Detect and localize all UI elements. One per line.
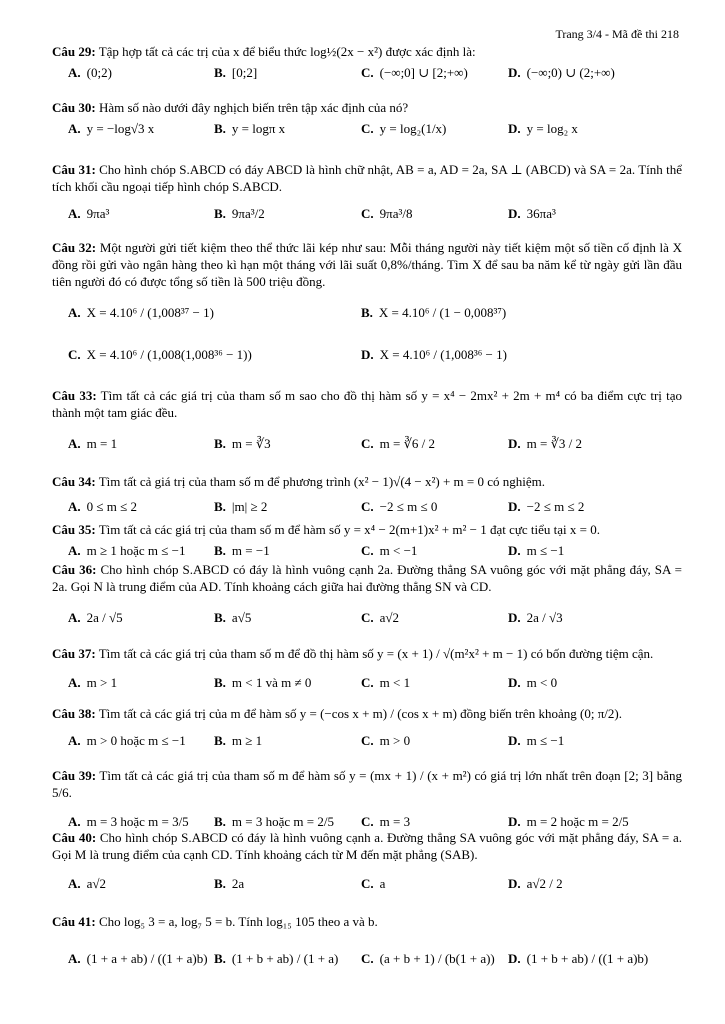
options [52,305,682,325]
option-a[interactable]: A. 0 ≤ m ≤ 2 [68,498,138,514]
question-label: Câu 38: [52,706,96,721]
question-text: Tìm tất cả giá trị của tham số m để phương trình (x² − 1)√(4 − x²) + m = 0 có nghiệm. [98,474,545,489]
options [52,543,682,563]
option-a[interactable]: A. m = 1 [68,435,118,451]
option-c[interactable]: C. a [361,875,386,891]
option-d[interactable]: D. a√2 / 2 [508,875,563,891]
option-d[interactable]: D. m < 0 [508,674,558,690]
options [52,347,682,367]
question-label: Câu 33: [52,388,97,403]
option-d[interactable]: D. (−∞;0) ∪ (2;+∞) [508,64,615,80]
option-a[interactable]: A. 2a / √5 [68,609,123,625]
question-41 [52,914,682,971]
question-35 [52,522,682,563]
question-text: Cho hình chóp S.ABCD có đáy là hình vuông cạnh a. Đường thẳng SA vuông góc với mặt phẳng đáy, SA = a. Gọi M là trung điểm của cạnh CD. Tính khoảng cách từ M đến mặt phẳng (SAB). [52,830,682,862]
question-40 [52,830,682,896]
question-label: Câu 31: [52,162,96,177]
option-a[interactable]: A. X = 4.10⁶ / (1,008³⁷ − 1) [68,304,214,320]
option-b[interactable]: B. |m| ≥ 2 [214,498,268,514]
option-c[interactable]: C. m < 1 [361,674,411,690]
option-b[interactable]: B. m ≥ 1 [214,732,263,748]
question-text: Tìm tất cả các giá trị của tham số m sao cho đồ thị hàm số y = x⁴ − 2mx² + 2m + m⁴ có ba điểm cực trị tạo thành một tam giác đều. [52,388,682,420]
question-39 [52,768,682,834]
page-header: Trang 3/4 - Mã đề thi 218 [555,27,679,41]
option-a[interactable]: A. (0;2) [68,64,112,80]
question-38 [52,706,682,753]
option-c[interactable]: C. (−∞;0] ∪ [2;+∞) [361,64,468,80]
option-b[interactable]: B. a√5 [214,609,252,625]
option-c[interactable]: C. (a + b + 1) / (b(1 + a)) [361,950,495,966]
option-d[interactable]: D. 2a / √3 [508,609,563,625]
option-d[interactable]: D. y = log₂ x [508,120,578,136]
option-b[interactable]: B. (1 + b + ab) / (1 + a) [214,950,339,966]
option-a[interactable]: A. y = −log√3 x [68,120,155,136]
question-text: Cho hình chóp S.ABCD có đáy ABCD là hình chữ nhật, AB = a, AD = 2a, SA ⊥ (ABCD) và SA = 2a. Tính thể tích khối cầu ngoại tiếp hình chóp S.ABCD. [52,162,682,194]
option-c[interactable]: C. a√2 [361,609,400,625]
question-label: Câu 41: [52,914,96,929]
question-37 [52,646,682,695]
options [52,499,682,519]
option-b[interactable]: B. m < 1 và m ≠ 0 [214,674,312,690]
option-c[interactable]: C. m < −1 [361,542,418,558]
option-c[interactable]: C. y = log₂(1/x) [361,120,447,136]
option-c[interactable]: C. 9πa³/8 [361,205,413,221]
question-text: Một người gửi tiết kiệm theo thể thức lãi kép như sau: Mỗi tháng người này tiết kiệm một số tiền cố định là X đồng rồi gửi vào ngân hàng theo kì hạn một tháng với lãi suất 0,8%/tháng. Tìm X để sau ba năm kể từ ngày gửi lần đầu tiên người đó có được tổng số tiền là 500 triệu đồng. [52,240,682,289]
options [52,206,682,226]
options [52,675,682,695]
options [52,610,682,630]
question-text: Cho hình chóp S.ABCD có đáy là hình vuông cạnh 2a. Đường thẳng SA vuông góc với mặt phẳng đáy, SA = 2a. Gọi N là trung điểm của AD. Tính khoảng cách giữa hai đường thẳng SN và CD. [52,562,683,594]
option-a[interactable]: A. (1 + a + ab) / ((1 + a)b) [68,950,208,966]
option-d[interactable]: D. m ≤ −1 [508,732,565,748]
question-text: Tìm tất cả các giá trị của m để hàm số y = (−cos x + m) / (cos x + m) đồng biến trên khoảng (0; π/2). [98,706,622,721]
question-label: Câu 35: [52,522,96,537]
options [52,436,682,456]
question-text: Tìm tất cả các giá trị của tham số m để hàm số y = x⁴ − 2(m+1)x² + m² − 1 đạt cực tiểu tại x = 0. [98,522,600,537]
options [52,65,682,85]
option-c[interactable]: C. m = ∛6 / 2 [361,435,435,451]
option-b[interactable]: B. 2a [214,875,245,891]
question-label: Câu 37: [52,646,96,661]
option-a[interactable]: A. 9πa³ [68,205,110,221]
question-30 [52,100,682,141]
question-29 [52,44,682,85]
option-d[interactable]: D. X = 4.10⁶ / (1,008³⁶ − 1) [361,346,507,362]
option-a[interactable]: A. m > 1 [68,674,118,690]
option-a[interactable]: A. m = 3 hoặc m = 3/5 [68,813,189,829]
question-text: Hàm số nào dưới đây nghịch biến trên tập xác định của nó? [98,100,409,115]
option-b[interactable]: B. m = 3 hoặc m = 2/5 [214,813,334,829]
option-b[interactable]: B. [0;2] [214,64,258,80]
question-label: Câu 29: [52,44,96,59]
option-c[interactable]: C. X = 4.10⁶ / (1,008(1,008³⁶ − 1)) [68,346,252,362]
option-d[interactable]: D. (1 + b + ab) / ((1 + a)b) [508,950,649,966]
question-text: Tìm tất cả các giá trị của tham số m để hàm số y = (mx + 1) / (x + m²) có giá trị lớn nhất trên đoạn [2; 3] bằng 5/6. [52,768,683,800]
option-c[interactable]: C. −2 ≤ m ≤ 0 [361,498,438,514]
option-d[interactable]: D. m ≤ −1 [508,542,565,558]
option-b[interactable]: B. m = −1 [214,542,270,558]
question-text: Cho log₅ 3 = a, log₇ 5 = b. Tính log₁₅ 105 theo a và b. [98,914,378,929]
question-32 [52,240,682,367]
question-36 [52,562,682,630]
option-a[interactable]: A. a√2 [68,875,107,891]
question-text: Tìm tất cả các giá trị của tham số m để đồ thị hàm số y = (x + 1) / √(m²x² + m − 1) có bốn đường tiệm cận. [98,646,654,661]
options [52,876,682,896]
option-b[interactable]: B. X = 4.10⁶ / (1 − 0,008³⁷) [361,304,507,320]
question-31 [52,162,682,226]
question-label: Câu 36: [52,562,97,577]
option-d[interactable]: D. m = 2 hoặc m = 2/5 [508,813,629,829]
option-b[interactable]: B. 9πa³/2 [214,205,265,221]
question-label: Câu 34: [52,474,96,489]
question-34 [52,474,682,519]
options [52,733,682,753]
options [52,121,682,141]
option-c[interactable]: C. m > 0 [361,732,411,748]
question-label: Câu 39: [52,768,97,783]
option-a[interactable]: A. m > 0 hoặc m ≤ −1 [68,732,186,748]
question-label: Câu 32: [52,240,97,255]
options [52,951,682,971]
option-d[interactable]: D. m = ∛3 / 2 [508,435,582,451]
option-c[interactable]: C. m = 3 [361,813,411,829]
question-text: Tập hợp tất cả các trị của x để biểu thức log½(2x − x²) được xác định là: [98,44,476,59]
option-a[interactable]: A. m ≥ 1 hoặc m ≤ −1 [68,542,186,558]
option-b[interactable]: B. m = ∛3 [214,435,271,451]
question-label: Câu 40: [52,830,97,845]
option-b[interactable]: B. y = logπ x [214,120,286,136]
question-label: Câu 30: [52,100,96,115]
option-d[interactable]: D. −2 ≤ m ≤ 2 [508,498,585,514]
question-33 [52,388,682,456]
option-d[interactable]: D. 36πa³ [508,205,556,221]
